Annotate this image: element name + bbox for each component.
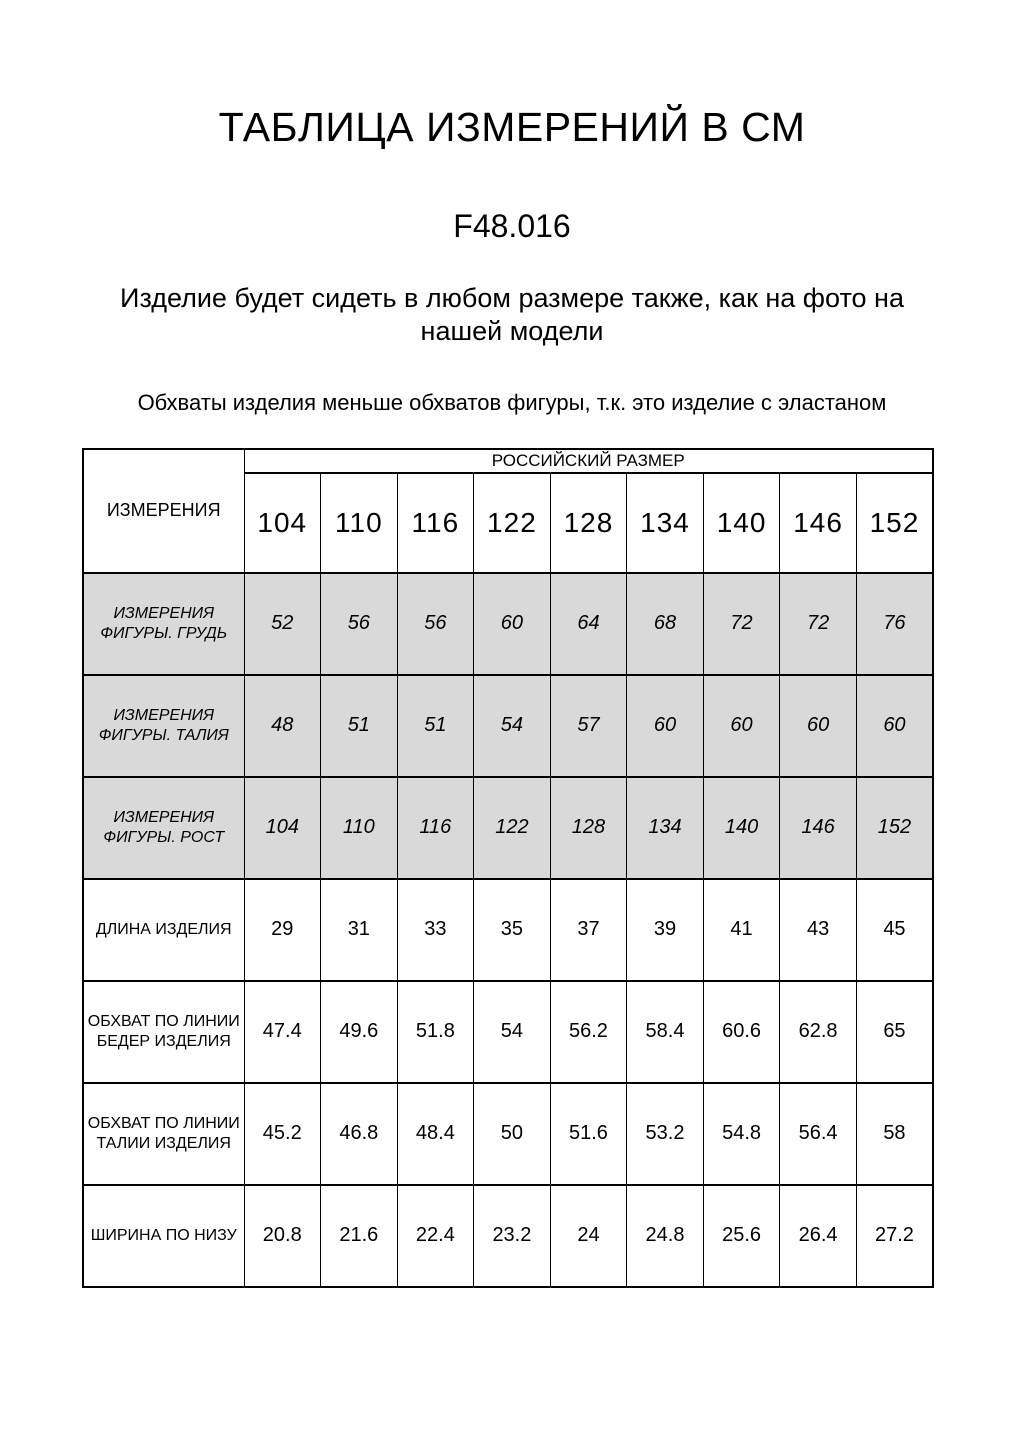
measurement-value: 20.8 — [244, 1185, 321, 1287]
measurement-value: 48 — [244, 675, 321, 777]
measurement-value: 60 — [627, 675, 704, 777]
measurement-value: 134 — [627, 777, 704, 879]
measurement-value: 72 — [780, 573, 857, 675]
measurement-value: 43 — [780, 879, 857, 981]
page-title: ТАБЛИЦА ИЗМЕРЕНИЙ В СМ — [218, 104, 806, 150]
measurement-value: 31 — [321, 879, 398, 981]
measurement-value: 41 — [703, 879, 780, 981]
measurement-value: 104 — [244, 777, 321, 879]
table-row — [83, 1083, 933, 1185]
row-label: ИЗМЕРЕНИЯ ФИГУРЫ. РОСТ — [83, 777, 244, 879]
measurement-value: 146 — [780, 777, 857, 879]
measurement-value: 39 — [627, 879, 704, 981]
measurement-value: 64 — [550, 573, 627, 675]
row-label: ОБХВАТ ПО ЛИНИИ БЕДЕР ИЗДЕЛИЯ — [83, 981, 244, 1083]
measurement-value: 51 — [321, 675, 398, 777]
article-code: F48.016 — [453, 208, 571, 245]
measurement-value: 54 — [474, 675, 551, 777]
measurement-value: 52 — [244, 573, 321, 675]
measurement-value: 54.8 — [703, 1083, 780, 1185]
measurement-value: 45 — [856, 879, 933, 981]
measurement-value: 27.2 — [856, 1185, 933, 1287]
measurement-value: 65 — [856, 981, 933, 1083]
size-column-header: 122 — [474, 473, 551, 573]
elastane-note: Обхваты изделия меньше обхватов фигуры, т.к. это изделие с эластаном — [137, 390, 887, 416]
measurement-value: 60 — [703, 675, 780, 777]
table-row — [83, 1185, 933, 1287]
row-label: ШИРИНА ПО НИЗУ — [83, 1185, 244, 1287]
measurement-value: 128 — [550, 777, 627, 879]
measurement-value: 47.4 — [244, 981, 321, 1083]
measurement-value: 54 — [474, 981, 551, 1083]
measurement-value: 122 — [474, 777, 551, 879]
measurement-value: 60 — [474, 573, 551, 675]
row-label: ДЛИНА ИЗДЕЛИЯ — [83, 879, 244, 981]
size-column-header: 110 — [321, 473, 398, 573]
measurement-value: 62.8 — [780, 981, 857, 1083]
table-row — [83, 573, 933, 675]
measurement-value: 110 — [321, 777, 398, 879]
measurement-value: 45.2 — [244, 1083, 321, 1185]
measurement-value: 22.4 — [397, 1185, 474, 1287]
measurement-value: 116 — [397, 777, 474, 879]
measurement-value: 58 — [856, 1083, 933, 1185]
measurement-value: 56 — [321, 573, 398, 675]
measurement-value: 23.2 — [474, 1185, 551, 1287]
measurement-value: 51 — [397, 675, 474, 777]
measurement-value: 29 — [244, 879, 321, 981]
measurement-value: 53.2 — [627, 1083, 704, 1185]
measurement-value: 49.6 — [321, 981, 398, 1083]
measurement-value: 76 — [856, 573, 933, 675]
size-column-header: 116 — [397, 473, 474, 573]
measurement-value: 48.4 — [397, 1083, 474, 1185]
measurement-value: 56.2 — [550, 981, 627, 1083]
measurement-value: 72 — [703, 573, 780, 675]
measurement-value: 57 — [550, 675, 627, 777]
size-column-header: 134 — [627, 473, 704, 573]
measurement-value: 140 — [703, 777, 780, 879]
size-column-header: 140 — [703, 473, 780, 573]
measurement-value: 56.4 — [780, 1083, 857, 1185]
measurement-value: 51.6 — [550, 1083, 627, 1185]
measurement-value: 60 — [856, 675, 933, 777]
measurement-value: 58.4 — [627, 981, 704, 1083]
row-label: ИЗМЕРЕНИЯ ФИГУРЫ. ТАЛИЯ — [83, 675, 244, 777]
measurement-value: 46.8 — [321, 1083, 398, 1185]
group-header-row — [83, 449, 933, 473]
measurement-value: 56 — [397, 573, 474, 675]
size-column-header: 104 — [244, 473, 321, 573]
russian-size-header: РОССИЙСКИЙ РАЗМЕР — [244, 449, 933, 473]
measurement-value: 24.8 — [627, 1185, 704, 1287]
measurement-value: 37 — [550, 879, 627, 981]
measurements-corner-label: ИЗМЕРЕНИЯ — [83, 449, 244, 573]
size-column-header: 146 — [780, 473, 857, 573]
measurement-value: 24 — [550, 1185, 627, 1287]
measurement-value: 51.8 — [397, 981, 474, 1083]
size-column-header: 128 — [550, 473, 627, 573]
measurement-value: 68 — [627, 573, 704, 675]
measurement-value: 25.6 — [703, 1185, 780, 1287]
measurement-value: 33 — [397, 879, 474, 981]
measurement-value: 21.6 — [321, 1185, 398, 1287]
measurements-table — [82, 448, 934, 1288]
measurement-value: 26.4 — [780, 1185, 857, 1287]
measurement-value: 50 — [474, 1083, 551, 1185]
size-column-header: 152 — [856, 473, 933, 573]
measurement-value: 60.6 — [703, 981, 780, 1083]
table-row — [83, 777, 933, 879]
table-row — [83, 879, 933, 981]
measurement-value: 60 — [780, 675, 857, 777]
table-row — [83, 981, 933, 1083]
measurement-value: 152 — [856, 777, 933, 879]
row-label: ИЗМЕРЕНИЯ ФИГУРЫ. ГРУДЬ — [83, 573, 244, 675]
fit-note: Изделие будет сидеть в любом размере также, как на фото на нашей модели — [120, 283, 904, 347]
row-label: ОБХВАТ ПО ЛИНИИ ТАЛИИ ИЗДЕЛИЯ — [83, 1083, 244, 1185]
table-row — [83, 675, 933, 777]
measurement-value: 35 — [474, 879, 551, 981]
